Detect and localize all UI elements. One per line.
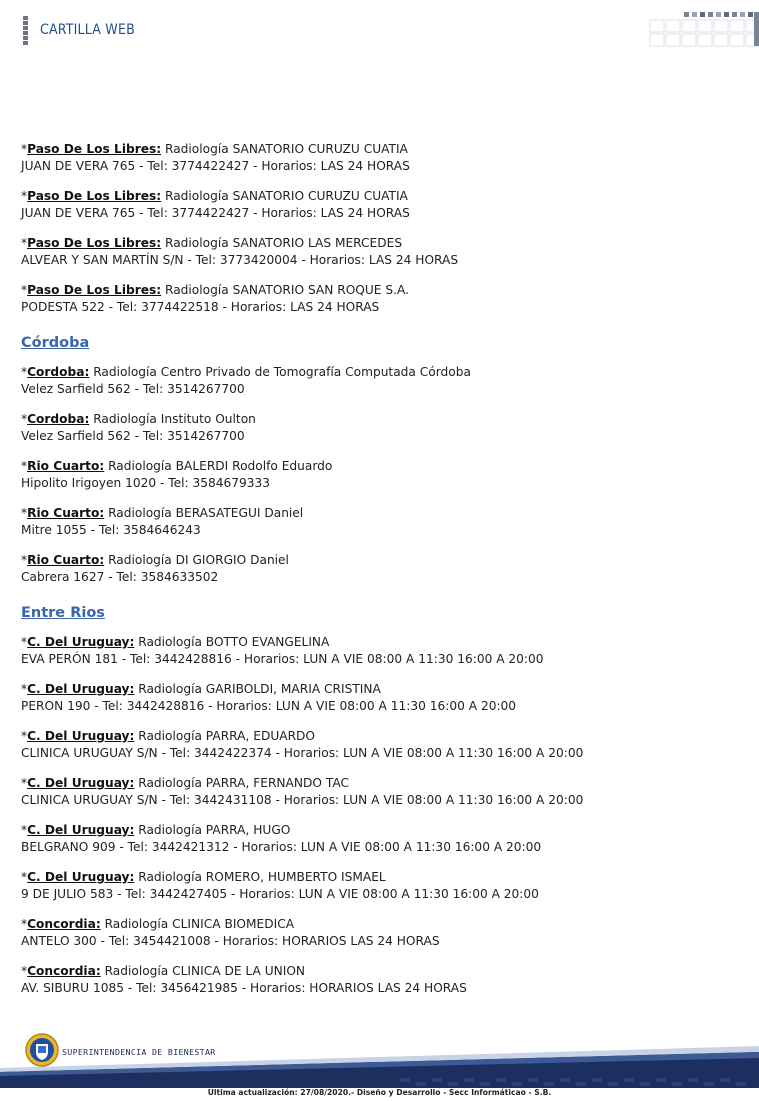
entry-provider: Radiología BALERDI Rodolfo Eduardo	[108, 459, 333, 473]
entry-location: Concordia:	[27, 917, 101, 931]
provider-entry: *Concordia: Radiología CLINICA BIOMEDICA ANTELO 300 - Tel: 3454421008 - Horarios: HORARIOS LAS 24 HORAS	[21, 917, 440, 948]
provider-entry: *Rio Cuarto: Radiología BALERDI Rodolfo Eduardo Hipolito Irigoyen 1020 - Tel: 3584679333	[21, 459, 333, 490]
entry-location: C. Del Uruguay:	[27, 729, 135, 743]
entry-details: 9 DE JULIO 583 - Tel: 3442427405 - Horarios: LUN A VIE 08:00 A 11:30 16:00 A 20:00	[21, 887, 539, 901]
page-footer	[0, 1026, 759, 1101]
entry-details: EVA PERÓN 181 - Tel: 3442428816 - Horarios: LUN A VIE 08:00 A 11:30 16:00 A 20:00	[21, 652, 544, 666]
page-title: CARTILLA WEB	[40, 22, 135, 38]
entry-location: Cordoba:	[27, 412, 90, 426]
provider-entry: *C. Del Uruguay: Radiología PARRA, EDUARDO CLINICA URUGUAY S/N - Tel: 3442422374 - Horarios: LUN A VIE 08:00 A 11:30 16:00 A 20:00	[21, 729, 584, 760]
header-grid-decoration-icon	[638, 12, 759, 48]
entry-details: BELGRANO 909 - Tel: 3442421312 - Horarios: LUN A VIE 08:00 A 11:30 16:00 A 20:00	[21, 840, 542, 854]
provider-entry: *Paso De Los Libres: Radiología SANATORIO SAN ROQUE S.A. PODESTA 522 - Tel: 3774422518 - Horarios: LAS 24 HORAS	[21, 283, 409, 314]
entry-provider: Radiología SANATORIO SAN ROQUE S.A.	[165, 283, 409, 297]
page-header	[0, 0, 759, 60]
entry-provider: Radiología DI GIORGIO Daniel	[108, 553, 289, 567]
entry-location: Rio Cuarto:	[27, 553, 105, 567]
provider-listing	[21, 141, 751, 1010]
entry-location: C. Del Uruguay:	[27, 682, 135, 696]
provider-entry: *C. Del Uruguay: Radiología PARRA, FERNANDO TAC CLINICA URUGUAY S/N - Tel: 3442431108 - Horarios: LUN A VIE 08:00 A 11:30 16:00 A 20:00	[21, 776, 584, 807]
entry-provider: Radiología Instituto Oulton	[93, 412, 256, 426]
entry-details: AV. SIBURU 1085 - Tel: 3456421985 - Horarios: HORARIOS LAS 24 HORAS	[21, 981, 467, 995]
section-heading: Córdoba	[21, 335, 90, 351]
section-heading: Entre Rios	[21, 605, 105, 621]
entry-location: Paso De Los Libres:	[27, 142, 162, 156]
entry-details: PODESTA 522 - Tel: 3774422518 - Horarios: LAS 24 HORAS	[21, 300, 380, 314]
entry-location: C. Del Uruguay:	[27, 823, 135, 837]
entry-location: Paso De Los Libres:	[27, 189, 162, 203]
entry-location: Rio Cuarto:	[27, 506, 105, 520]
footer-wave-decoration-icon	[0, 1036, 759, 1088]
entry-location: Paso De Los Libres:	[27, 236, 162, 250]
entry-details: ALVEAR Y SAN MARTÍN S/N - Tel: 3773420004 - Horarios: LAS 24 HORAS	[21, 253, 459, 267]
entry-details: JUAN DE VERA 765 - Tel: 3774422427 - Horarios: LAS 24 HORAS	[21, 159, 410, 173]
entry-provider: Radiología PARRA, HUGO	[138, 823, 291, 837]
provider-entry: *Paso De Los Libres: Radiología SANATORIO CURUZU CUATIA JUAN DE VERA 765 - Tel: 3774422427 - Horarios: LAS 24 HORAS	[21, 189, 410, 220]
entry-provider: Radiología SANATORIO LAS MERCEDES	[165, 236, 403, 250]
entry-provider: Radiología SANATORIO CURUZU CUATIA	[165, 189, 408, 203]
entry-details: ANTELO 300 - Tel: 3454421008 - Horarios: HORARIOS LAS 24 HORAS	[21, 934, 440, 948]
entry-details: CLINICA URUGUAY S/N - Tel: 3442422374 - Horarios: LUN A VIE 08:00 A 11:30 16:00 A 20:00	[21, 746, 584, 760]
entry-provider: Radiología BERASATEGUI Daniel	[108, 506, 304, 520]
provider-entry: *C. Del Uruguay: Radiología ROMERO, HUMBERTO ISMAEL 9 DE JULIO 583 - Tel: 3442427405 - Horarios: LUN A VIE 08:00 A 11:30 16:00 A 20:00	[21, 870, 539, 901]
provider-entry: *Paso De Los Libres: Radiología SANATORIO CURUZU CUATIA JUAN DE VERA 765 - Tel: 3774422427 - Horarios: LAS 24 HORAS	[21, 142, 410, 173]
entry-location: C. Del Uruguay:	[27, 776, 135, 790]
entry-location: C. Del Uruguay:	[27, 635, 135, 649]
entry-provider: Radiología CLINICA DE LA UNION	[104, 964, 306, 978]
provider-entry: *Concordia: Radiología CLINICA DE LA UNION AV. SIBURU 1085 - Tel: 3456421985 - Horarios: HORARIOS LAS 24 HORAS	[21, 964, 467, 995]
shield-logo-icon	[25, 1033, 59, 1067]
entry-provider: Radiología ROMERO, HUMBERTO ISMAEL	[138, 870, 386, 884]
entry-location: Cordoba:	[27, 365, 90, 379]
entry-details: Hipolito Irigoyen 1020 - Tel: 3584679333	[21, 476, 271, 490]
provider-entry: *Cordoba: Radiología Instituto Oulton Velez Sarfield 562 - Tel: 3514267700	[21, 412, 256, 443]
entry-details: Velez Sarfield 562 - Tel: 3514267700	[21, 429, 245, 443]
entry-details: JUAN DE VERA 765 - Tel: 3774422427 - Horarios: LAS 24 HORAS	[21, 206, 410, 220]
entry-provider: Radiología BOTTO EVANGELINA	[138, 635, 330, 649]
entry-location: Rio Cuarto:	[27, 459, 105, 473]
entry-details: Velez Sarfield 562 - Tel: 3514267700	[21, 382, 245, 396]
provider-entry: *Rio Cuarto: Radiología BERASATEGUI Daniel Mitre 1055 - Tel: 3584646243	[21, 506, 304, 537]
entry-provider: Radiología PARRA, EDUARDO	[138, 729, 316, 743]
provider-entry: *C. Del Uruguay: Radiología GARIBOLDI, MARIA CRISTINA PERON 190 - Tel: 3442428816 - Horarios: LUN A VIE 08:00 A 11:30 16:00 A 20:00	[21, 682, 517, 713]
provider-entry: *C. Del Uruguay: Radiología PARRA, HUGO BELGRANO 909 - Tel: 3442421312 - Horarios: LUN A VIE 08:00 A 11:30 16:00 A 20:00	[21, 823, 542, 854]
organization-name: SUPERINTENDENCIA DE BIENESTAR	[62, 1047, 216, 1057]
entry-location: Concordia:	[27, 964, 101, 978]
entry-location: C. Del Uruguay:	[27, 870, 135, 884]
provider-entry: *C. Del Uruguay: Radiología BOTTO EVANGELINA EVA PERÓN 181 - Tel: 3442428816 - Horarios: LUN A VIE 08:00 A 11:30 16:00 A 20:00	[21, 635, 544, 666]
entry-provider: Radiología PARRA, FERNANDO TAC	[138, 776, 349, 790]
entry-provider: Radiología Centro Privado de Tomografía Computada Córdoba	[93, 365, 471, 379]
entry-provider: Radiología GARIBOLDI, MARIA CRISTINA	[138, 682, 381, 696]
header-stripe-icon	[23, 16, 28, 46]
provider-entry: *Rio Cuarto: Radiología DI GIORGIO Daniel Cabrera 1627 - Tel: 3584633502	[21, 553, 289, 584]
entry-details: PERON 190 - Tel: 3442428816 - Horarios: LUN A VIE 08:00 A 11:30 16:00 A 20:00	[21, 699, 517, 713]
entry-details: Cabrera 1627 - Tel: 3584633502	[21, 570, 219, 584]
entry-provider: Radiología CLINICA BIOMEDICA	[104, 917, 295, 931]
provider-entry: *Cordoba: Radiología Centro Privado de Tomografía Computada Córdoba Velez Sarfield 562 - Tel: 3514267700	[21, 365, 471, 396]
entry-provider: Radiología SANATORIO CURUZU CUATIA	[165, 142, 408, 156]
entry-details: Mitre 1055 - Tel: 3584646243	[21, 523, 201, 537]
entry-location: Paso De Los Libres:	[27, 283, 162, 297]
last-update-text: Ultima actualización: 27/08/2020.- Diseño y Desarrollo - Secc Informáticao - S.B.	[207, 1088, 552, 1097]
entry-details: CLINICA URUGUAY S/N - Tel: 3442431108 - Horarios: LUN A VIE 08:00 A 11:30 16:00 A 20:00	[21, 793, 584, 807]
provider-entry: *Paso De Los Libres: Radiología SANATORIO LAS MERCEDES ALVEAR Y SAN MARTÍN S/N - Tel: 3773420004 - Horarios: LAS 24 HORAS	[21, 236, 459, 267]
